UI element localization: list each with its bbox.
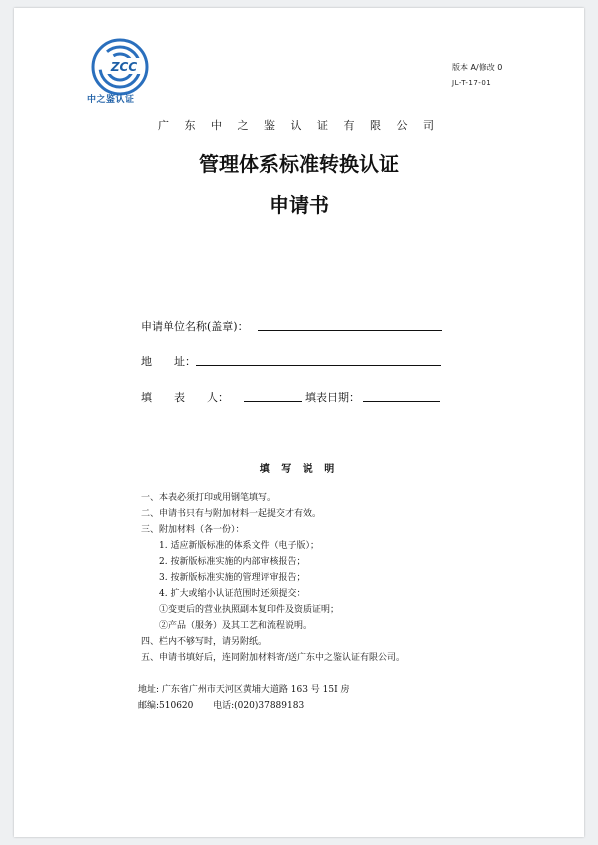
footer-postcode: 邮编:510620 bbox=[138, 701, 194, 711]
instruction-subitem: 2. 按新版标准实施的内部审核报告； bbox=[159, 557, 306, 567]
document-subtitle: 申请书 bbox=[269, 193, 329, 217]
zcc-logo-icon bbox=[90, 36, 152, 98]
footer-contact bbox=[138, 698, 304, 711]
footer-address: 地址: 广东省广州市天河区黄埔大道路 163 号 15I 房 bbox=[138, 685, 350, 695]
instruction-subitem: 1. 适应新版标准的体系文件（电子版）； bbox=[159, 541, 319, 551]
logo-caption: 中之鉴认证 bbox=[87, 95, 135, 105]
instruction-item: 五、申请书填好后，连同附加材料寄/送广东中之鉴认证有限公司。 bbox=[141, 653, 406, 663]
instructions-title: 填 写 说 明 bbox=[259, 464, 339, 475]
footer-phone: 电话:(020)37889183 bbox=[213, 701, 305, 711]
instruction-item: 一、本表必须打印或用钢笔填写。 bbox=[141, 493, 277, 503]
instruction-subitem: 3. 按新版标准实施的管理评审报告； bbox=[159, 573, 306, 583]
instruction-item: 三、附加材料（各一份）： bbox=[141, 525, 245, 535]
document-number: JL-T-17-01 bbox=[452, 79, 492, 87]
logo-text: ZCC bbox=[110, 60, 138, 74]
filler-label: 填 表 人： bbox=[141, 391, 229, 404]
company-name: 广 东 中 之 鉴 认 证 有 限 公 司 bbox=[158, 119, 440, 132]
instruction-item: 四、栏内不够写时，请另附纸。 bbox=[141, 637, 268, 647]
instruction-item: 二、申请书只有与附加材料一起提交才有效。 bbox=[141, 509, 322, 519]
address-input-line[interactable] bbox=[196, 364, 441, 366]
date-input-line[interactable] bbox=[363, 400, 440, 402]
applicant-label: 申请单位名称(盖章)： bbox=[141, 320, 249, 333]
document-title: 管理体系标准转换认证 bbox=[199, 152, 399, 176]
address-label: 地 址： bbox=[141, 355, 196, 368]
instruction-subitem: ①变更后的营业执照副本复印件及资质证明； bbox=[159, 605, 340, 615]
instruction-subitem: ②产品（服务）及其工艺和流程说明。 bbox=[159, 621, 313, 631]
version-label: 版本 A/修改 0 bbox=[452, 63, 503, 72]
date-label: 填表日期： bbox=[305, 391, 360, 404]
instruction-subitem: 4. 扩大或缩小认证范围时还须提交： bbox=[159, 589, 306, 599]
filler-input-line[interactable] bbox=[244, 400, 302, 402]
applicant-input-line[interactable] bbox=[258, 329, 442, 331]
